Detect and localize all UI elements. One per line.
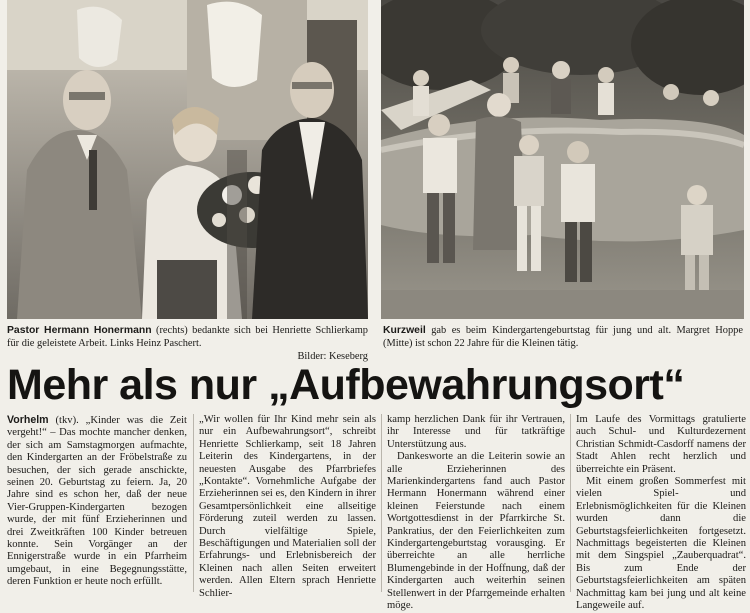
column-divider: [570, 414, 571, 592]
article-column-1: [7, 414, 187, 589]
caption-right-photo: [383, 324, 743, 350]
article-dateline: Vorhelm: [7, 414, 49, 426]
photo-ceremony-bouquet: [7, 0, 368, 319]
playground-photo-image: [381, 0, 744, 319]
ceremony-photo-image: [7, 0, 368, 319]
column-divider: [193, 414, 194, 592]
caption-right-lead: Kurzweil: [383, 325, 426, 336]
article-text: (tkv). „Kinder was die Zeit vergeht!“ – Das mochte mancher denken, der sich am Samstagmorgen aufmachte, den Kindergarten an der Fröbelstraße zu besuchen, der sich gerade anschickte, seinen 20. Geburtstag zu feiern. Ja, 20 Jahre sind es schon her, daß der neue Vier-Gruppen-Kindergarten bezogen wurde, der mit fünf Erzieherinnen und drei Zweitkräften 100 Kinder betreuen konnte. Sein Vorgänger an der Ennigerstraße wurde in ein Pfarrheim umgebaut, in eine Begegnungsstätte, deren Funktion er heute noch erfüllt.: [7, 415, 187, 588]
article-paragraph: Mit einem großen Sommerfest mit vielen Spiel- und Erlebnismöglichkeiten für die Kleinen wurden dann die Geburtstagsfeierlichkeiten fortgesetzt. Nachmittags begeisterten die Kleinen mit dem Singspiel „Zauberquadrat“. Bis zum Ende der Geburtstagsfeierlichkeiten am späten Nachmittag kam bei jung und alt keine Langeweile auf.: [576, 476, 746, 612]
photo-credit: Bilder: Keseberg: [297, 351, 368, 362]
caption-right-text: gab es beim Kindergartengeburtstag für jung und alt. Margret Hoppe (Mitte) ist schon 22 Jahre für die Kleinen tätig.: [383, 325, 743, 349]
caption-left-lead: Pastor Hermann Honermann: [7, 325, 152, 336]
article-paragraph: [7, 414, 187, 589]
article-paragraph: kamp herzlichen Dank für ihr Vertrauen, ihr Interesse und für tatkräftige Unterstützung aus.: [387, 414, 565, 450]
photo-children-playground: [381, 0, 744, 319]
column-divider: [381, 414, 382, 592]
article-column-2: [199, 414, 376, 600]
caption-left-text: (rechts) bedankte sich bei Henriette Schlierkamp für die geleistete Arbeit. Links Heinz Paschert.: [7, 325, 368, 349]
article-column-4: [576, 414, 746, 613]
article-paragraph: Im Laufe des Vormittags gratulierte auch Schul- und Kulturdezernent Christian Schmidt-Casdorff namens der Stadt Ahlen recht herzlich und überreichte ein Präsent.: [576, 414, 746, 475]
article-paragraph: Dankesworte an die Leiterin sowie an alle Erzieherinnen des Marienkindergartens fand auch Pastor Hermann Honermann während einer kleinen Feierstunde nach einem Wortgottesdienst in der Pfarrkirche St. Pankratius, der den Feierlichkeiten zum Kindergartengeburtstag vorausging. Er überreichte an alle herrliche Blumengebinde in der Hoffnung, daß der Kindergarten auch weiterhin seinen Stellenwert in der Pfarrgemeinde erhalten möge.: [387, 451, 565, 612]
article-headline: Mehr als nur „Aufbewahrungsort“: [7, 361, 685, 409]
article-column-3: [387, 414, 565, 613]
article-paragraph: „Wir wollen für Ihr Kind mehr sein als nur ein Aufbewahrungsort“, schreibt Henriette Schlierkamp, seit 18 Jahren Leiterin des Kindergartens, in der neuesten Ausgabe des Pfarrbriefes „Kontakte“. Vornehmliche Aufgabe der Erzieherinnen sei es, den Kindern in ihrer Gesamtpersönlichkeit eine allseitige Förderung zuteil werden zu lassen. Durch vielfältige Spiele, Beschäftigungen und Materialien soll der Erfahrungs- und Erlebnisbereich der Kleinen nach allen Seiten erweitert werden. Allen Eltern sprach Henriette Schlier-: [199, 414, 376, 599]
